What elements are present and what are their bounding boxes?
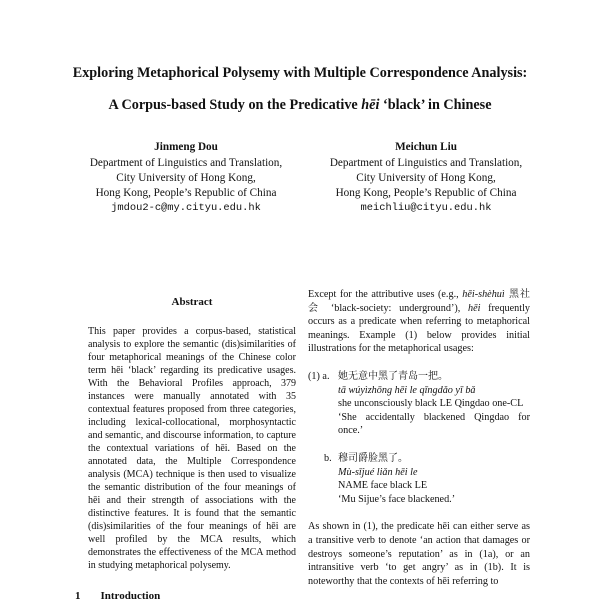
example-gloss: she unconsciously black LE Qingdao one-CL [338,398,524,410]
abstract-heading: Abstract [171,296,213,308]
author-dept: Department of Linguistics and Translation, [89,157,283,169]
title-post: ‘black’ in Chinese [379,97,492,113]
example-gloss: NAME face black LE [338,480,428,492]
example-pinyin: tā wúyìzhōng hēi le qīngdǎo yī bǎ [338,384,476,396]
paper-title-line2 [0,96,600,114]
author-univ: City University of Hong Kong, [116,172,256,184]
example-1a [308,370,530,438]
example-body [338,452,530,506]
title-pre: A Corpus-based Study on the Predicative [108,97,362,113]
term-run: hēi [467,302,481,314]
section-heading [75,590,160,602]
body-column [308,288,530,588]
author-dept: Department of Linguistics and Translation, [329,157,523,169]
author-block-2 [296,140,556,216]
intro-paragraph-1 [308,288,530,356]
section-title: Introduction [100,590,161,602]
text-run: ‘black-society: underground’), [323,302,468,314]
example-body [338,370,530,438]
example-chinese: 穆司爵脸黑了。 [338,452,408,464]
author-name: Jinmeng Dou [154,141,218,153]
cjk-run: 黑社会 [308,289,531,314]
example-translation: ‘She accidentally blackened Qingdao for once.’ [338,411,530,437]
abstract-text: This paper provides a corpus-based, statistical analysis to explore the semantic (dis)similarities of four metaphorical meanings of the Chinese color term hēi ‘black’ regarding its predicative usages. With the Behavioral Profiles approach, 379 instances were manually annotated with 35 contextual features proposed from three categories, including lexical-collocational, morphosyntactic and semantic, and discourse information, to capture the contextual variations of hēi. Based on the annotated data, the Multiple Correspondence analysis (MCA) technique is then used to visualize the semantic distribution of the four meanings of hēi and their strength of associations with the distinctive features. It is found that the semantic (dis)similarities of the four meanings of hēi are well profiled by the MCA results, which demonstrates the effectiveness of the MCA method in studying metaphorical polysemy. [88,326,296,571]
paper-title-line1: Exploring Metaphorical Polysemy with Multiple Correspondence Analysis: [72,65,528,81]
text-run: Except for the attributive uses (e.g., [308,289,463,300]
author-place: Hong Kong, People’s Republic of China [335,187,517,199]
intro-paragraph-2: As shown in (1), the predicate hēi can either serve as a transitive verb to denote ‘an action that damages or destroys someone’s reputation’ as in (1a), or an intransitive verb ‘to get angry’ as in (1b). It is noteworthy that the contexts of hēi referring to [308,521,530,587]
author-name: Meichun Liu [395,141,457,153]
author-univ: City University of Hong Kong, [356,172,496,184]
abstract-column [88,296,296,572]
example-pinyin: Mù-sījué liǎn hēi le [338,466,418,478]
author-place: Hong Kong, People’s Republic of China [95,187,277,199]
term-run: hēi-shèhuì [462,289,505,300]
example-1b [308,452,530,506]
example-label: b. [324,452,332,464]
author-block-1 [56,140,316,216]
author-email[interactable]: meichliu@cityu.edu.hk [360,202,492,214]
section-number: 1 [75,590,81,602]
example-chinese: 她无意中黑了青岛一把。 [338,370,448,382]
author-email[interactable]: jmdou2-c@my.cityu.edu.hk [111,202,261,214]
example-translation: ‘Mu Sijue’s face blackened.’ [338,493,456,505]
title-term: hēi [361,97,380,113]
text-run: frequently occurs as a predicate when referring to metaphorical meanings. Example (1) below provides initial illustrations for the metaphorical usages: [308,302,530,355]
example-label: (1) a. [308,370,330,382]
